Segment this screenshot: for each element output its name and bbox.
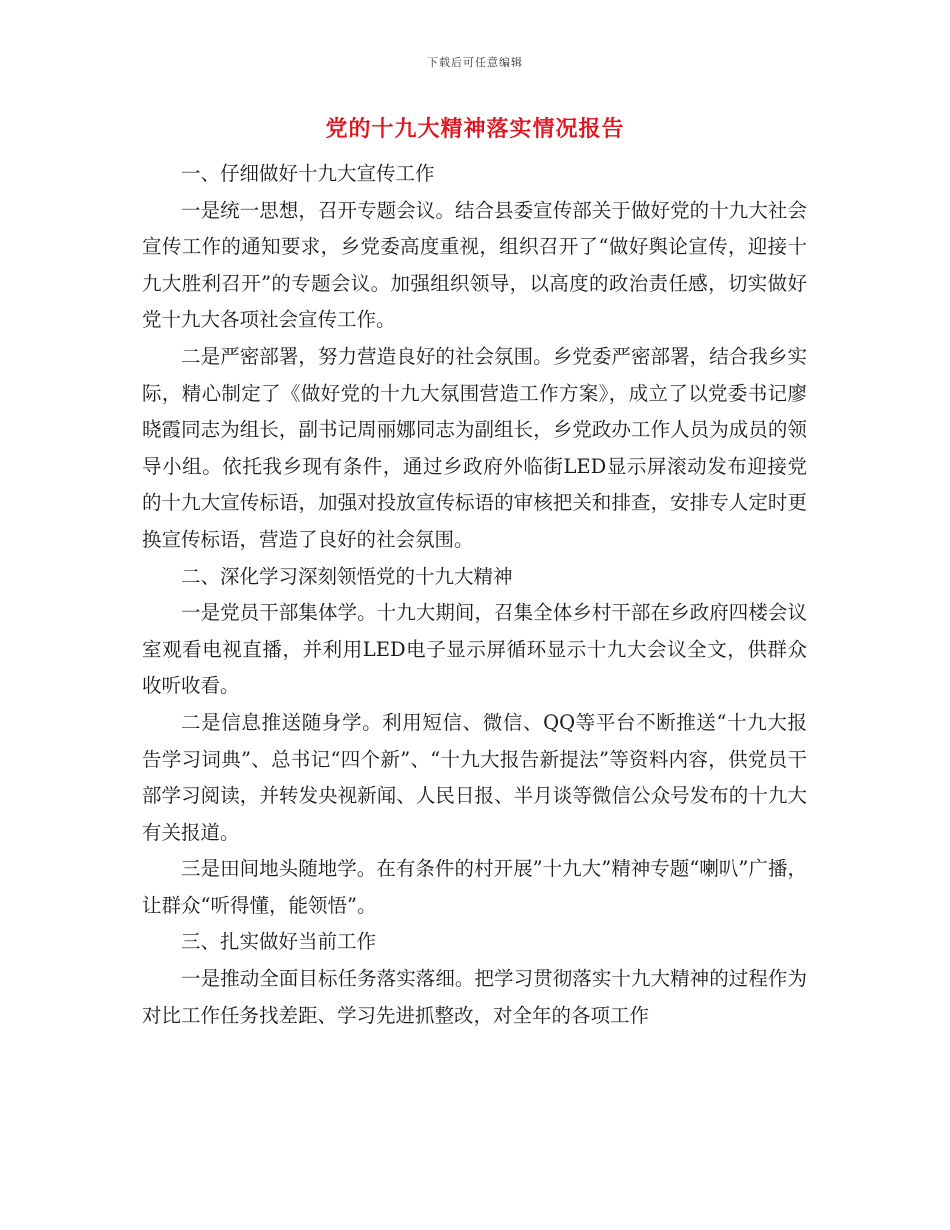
paragraph: 二是信息推送随身学。利用短信、微信、QQ等平台不断推送“十九大报告学习词典”、总书记“四个新”、“十九大报告新提法”等资料内容，供党员干部学习阅读，并转发央视新闻、人民日报、半月谈等微信公众号发布的十九大有关报道。: [142, 710, 807, 844]
header-note: 下载后可任意编辑: [427, 56, 523, 69]
document-title: 党的十九大精神落实情况报告: [325, 117, 625, 142]
section-heading-1: 一、仔细做好十九大宣传工作: [181, 162, 435, 185]
document-body: [142, 156, 807, 1034]
paragraph: 一是统一思想，召开专题会议。结合县委宣传部关于做好党的十九大社会宣传工作的通知要求，乡党委高度重视，组织召开了“做好舆论宣传，迎接十九大胜利召开”的专题会议。加强组织领导，以高度的政治责任感，切实做好党十九大各项社会宣传工作。: [142, 198, 807, 332]
paragraph: 二是严密部署，努力营造良好的社会氛围。乡党委严密部署，结合我乡实际，精心制定了《做好党的十九大氛围营造工作方案》，成立了以党委书记廖晓霞同志为组长，副书记周丽娜同志为副组长，乡党政办工作人员为成员的领导小组。依托我乡现有条件，通过乡政府外临街LED显示屏滚动发布迎接党的十九大宣传标语，加强对投放宣传标语的审核把关和排查，安排专人定时更换宣传标语，营造了良好的社会氛围。: [142, 344, 807, 551]
section-heading-3: 三、扎实做好当前工作: [181, 930, 377, 954]
paragraph: 一是党员干部集体学。十九大期间，召集全体乡村干部在乡政府四楼会议室观看电视直播，并利用LED电子显示屏循环显示十九大会议全文，供群众收听收看。: [142, 601, 807, 698]
paragraph: 一是推动全面目标任务落实落细。把学习贯彻落实十九大精神的过程作为对比工作任务找差距、学习先进抓整改，对全年的各项工作: [142, 967, 807, 1027]
paragraph: 三是田间地头随地学。在有条件的村开展”十九大”精神专题“喇叭”广播，让群众“听得懂，能领悟”。: [142, 857, 807, 917]
section-heading-2: 二、深化学习深刻领悟党的十九大精神: [181, 564, 513, 588]
